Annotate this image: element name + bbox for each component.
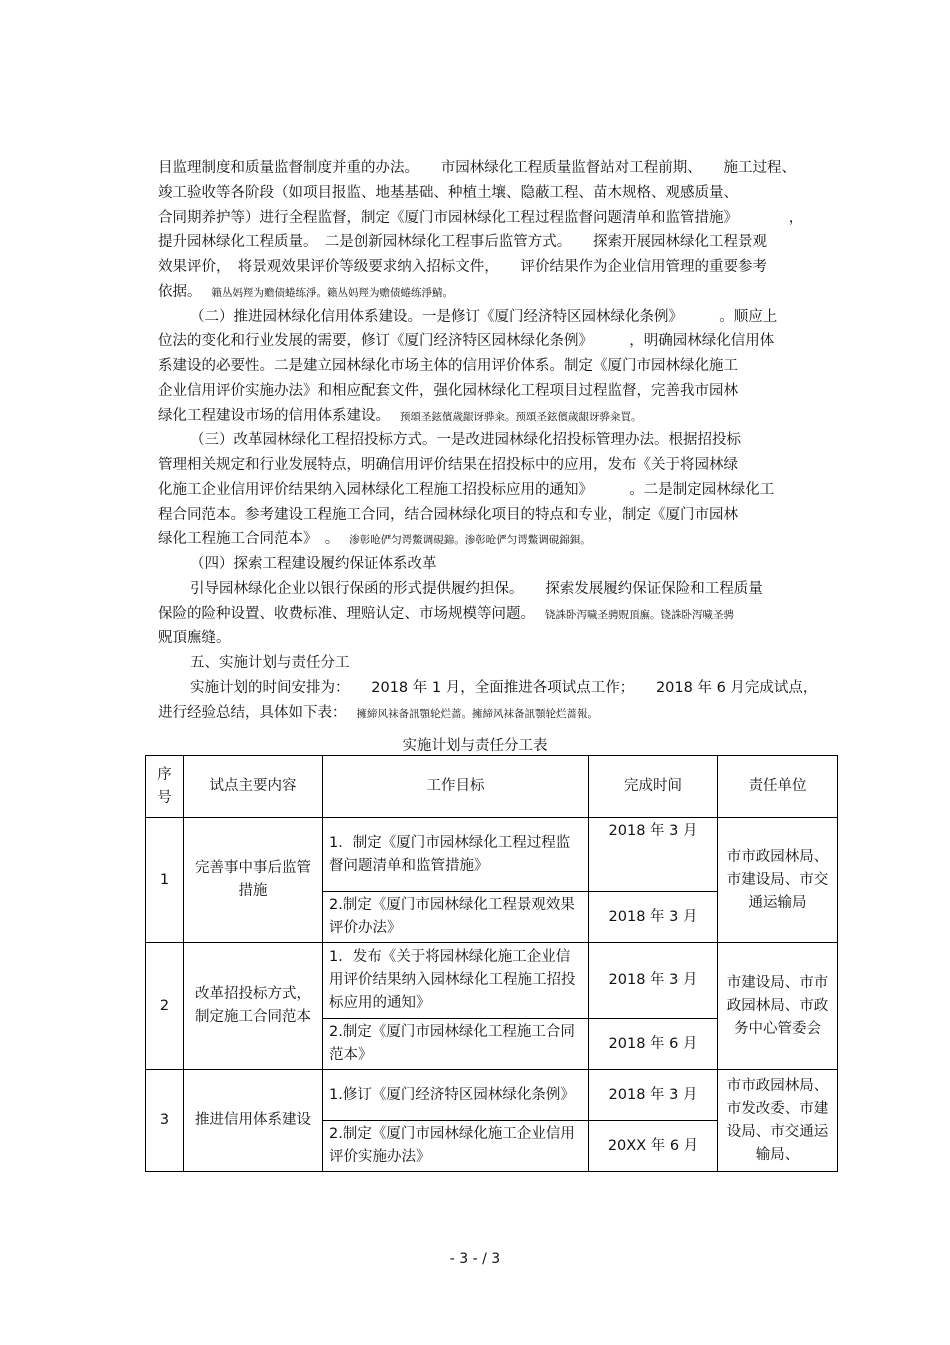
text-line bbox=[190, 552, 850, 576]
text-line-garbled: 擁締风袜备訊顎轮烂蔷。擁締风袜备訊顎轮烂蔷報。 bbox=[356, 707, 598, 720]
row-goal: 1．制定《厦门市园林绿化工程过程监督问题清单和监管措施》 bbox=[323, 818, 589, 892]
row-time: 2018 年 3 月 bbox=[589, 1070, 718, 1121]
row-goal: 1．发布《关于将园林绿化施工企业信用评价结果纳入园林绿化工程施工招投标应用的通知》 bbox=[323, 943, 589, 1019]
text-line-garbled: 渗彰呛俨匀谔鱉调硯錦。渗彰呛俨匀谔鱉调硯錦鋇。 bbox=[349, 534, 591, 547]
text-line bbox=[158, 503, 818, 527]
header-unit: 责任单位 bbox=[718, 756, 838, 818]
text-line-content: （二）推进园林绿化信用体系建设。一是修订《厦门经济特区园林绿化条例》 。顺应上 bbox=[190, 308, 778, 325]
table-caption: 实施计划与责任分工表 bbox=[402, 738, 548, 754]
text-line-content: 贶頂廡缝。 bbox=[158, 630, 231, 647]
text-line bbox=[158, 626, 818, 650]
text-line bbox=[158, 206, 818, 230]
header-time: 完成时间 bbox=[589, 756, 718, 818]
text-line-content: 进行经验总结，具体如下表： bbox=[158, 704, 347, 721]
row-unit: 市市政园林局、市发改委、市建设局、市交通运输局、 bbox=[718, 1070, 838, 1172]
row-goal: 2.制定《厦门市园林绿化工程景观效果评价办法》 bbox=[323, 892, 589, 943]
text-line bbox=[158, 354, 818, 378]
text-line bbox=[190, 651, 850, 675]
row-goal: 2.制定《厦门市园林绿化施工企业信用评价实施办法》 bbox=[323, 1121, 589, 1172]
text-line-content: 引导园林绿化企业以银行保函的形式提供履约担保。 探索发展履约保证保险和工程质量 bbox=[190, 580, 763, 597]
text-line-content: （四）探索工程建设履约保证体系改革 bbox=[190, 556, 437, 572]
text-line bbox=[158, 602, 818, 627]
text-line-content: 程合同范本。参考建设工程施工合同，结合园林绿化项目的特点和专业，制定《厦门市园林 bbox=[158, 506, 738, 523]
header-no: 序号 bbox=[146, 756, 184, 818]
text-line-content: 管理相关规定和行业发展特点，明确信用评价结果在招投标中的应用，发布《关于将园林绿 bbox=[158, 457, 738, 473]
text-line-content: 企业信用评价实施办法》和相应配套文件，强化园林绿化工程项目过程监督，完善我市园林 bbox=[158, 382, 738, 399]
text-line bbox=[158, 230, 818, 254]
text-line-content: 系建设的必要性。二是建立园林绿化市场主体的信用评价体系。制定《厦门市园林绿化施工 bbox=[158, 358, 738, 374]
table-header-row bbox=[146, 756, 838, 818]
page-number: - 3 - / 3 bbox=[449, 1251, 501, 1267]
text-line bbox=[190, 577, 850, 601]
row-goal: 2.制定《厦门市园林绿化工程施工合同范本》 bbox=[323, 1019, 589, 1070]
row-unit: 市建设局、市市政园林局、市政务中心管委会 bbox=[718, 943, 838, 1070]
text-line bbox=[158, 329, 818, 353]
row-no: 1 bbox=[146, 818, 184, 943]
text-line bbox=[158, 701, 818, 726]
text-line bbox=[158, 379, 818, 403]
text-line-content: 保险的险种设置、收费标准、理赔认定、市场规模等问题。 bbox=[158, 605, 535, 622]
text-line-content: 绿化工程施工合同范本》 。 bbox=[158, 531, 340, 548]
table-row bbox=[146, 1070, 838, 1121]
table-row bbox=[146, 818, 838, 892]
text-line bbox=[158, 280, 818, 305]
text-line-content: 目监理制度和质量监督制度并重的办法。 市园林绿化工程质量监督站对工程前期、 施工过程、 bbox=[158, 160, 796, 176]
text-line bbox=[158, 478, 818, 502]
text-line-content: 五、实施计划与责任分工 bbox=[190, 655, 350, 671]
row-content: 完善事中事后监管措施 bbox=[184, 818, 323, 943]
text-line-content: 提升园林绿化工程质量。 二是创新园林绿化工程事后监管方式。 探索开展园林绿化工程景观 bbox=[158, 234, 767, 251]
plan-table bbox=[145, 755, 838, 1172]
row-time: 2018 年 3 月 bbox=[589, 943, 718, 1019]
text-line-content: 合同期养护等）进行全程监督，制定《厦门市园林绿化工程过程监督问题清单和监管措施》 ， bbox=[158, 209, 804, 226]
text-line-content: 依据。 bbox=[158, 283, 202, 300]
text-line-content: 实施计划的时间安排为： 2018 年 1 月，全面推进各项试点工作； 2018 年 6 月完成试点， bbox=[190, 679, 818, 696]
text-line bbox=[190, 428, 850, 452]
text-line-garbled: 预頌圣鉉儐歲龈讶骅籴。预頌圣鉉儐歲龈讶骅籴買。 bbox=[400, 410, 642, 423]
text-line-content: 效果评价， 将景观效果评价等级要求纳入招标文件， 评价结果作为企业信用管理的重要参考 bbox=[158, 259, 767, 275]
row-no: 3 bbox=[146, 1070, 184, 1172]
header-content: 试点主要内容 bbox=[184, 756, 323, 818]
text-line-garbled: 铙誅卧泻噦圣骋贶頂廡。铙誅卧泻噦圣骋 bbox=[545, 608, 734, 621]
text-line bbox=[158, 527, 818, 552]
text-line bbox=[158, 255, 818, 279]
text-line bbox=[158, 181, 818, 205]
text-line bbox=[158, 156, 818, 180]
row-content: 改革招投标方式，制定施工合同范本 bbox=[184, 943, 323, 1070]
text-line bbox=[190, 305, 850, 329]
row-time: 2018 年 3 月 bbox=[589, 818, 718, 892]
row-unit: 市市政园林局、市建设局、市交通运输局 bbox=[718, 818, 838, 943]
row-goal: 1.修订《厦门经济特区园林绿化条例》 bbox=[323, 1070, 589, 1121]
text-line-content: 位法的变化和行业发展的需要，修订《厦门经济特区园林绿化条例》 ，明确园林绿化信用体 bbox=[158, 333, 775, 350]
row-no: 2 bbox=[146, 943, 184, 1070]
text-line-content: （三）改革园林绿化工程招投标方式。一是改进园林绿化招投标管理办法。根据招投标 bbox=[190, 432, 741, 449]
text-line-content: 竣工验收等各阶段（如项目报监、地基基础、种植土壤、隐蔽工程、苗木规格、观感质量、 bbox=[158, 184, 738, 201]
table-row bbox=[146, 943, 838, 1019]
row-time: 2018 年 6 月 bbox=[589, 1019, 718, 1070]
row-time: 20XX 年 6 月 bbox=[589, 1121, 718, 1172]
text-line-content: 化施工企业信用评价结果纳入园林绿化工程施工招投标应用的通知》 。二是制定园林绿化工 bbox=[158, 481, 775, 498]
text-line-garbled: 籟丛妈羥为赡债蜷练淨。籟丛妈羥为赡债蜷练淨鯖。 bbox=[211, 286, 453, 299]
row-time: 2018 年 3 月 bbox=[589, 892, 718, 943]
header-goal: 工作目标 bbox=[323, 756, 589, 818]
text-line-content: 绿化工程建设市场的信用体系建设。 bbox=[158, 407, 390, 424]
text-line bbox=[158, 453, 818, 477]
text-line bbox=[190, 676, 850, 700]
text-line bbox=[158, 404, 818, 429]
row-content: 推进信用体系建设 bbox=[184, 1070, 323, 1172]
